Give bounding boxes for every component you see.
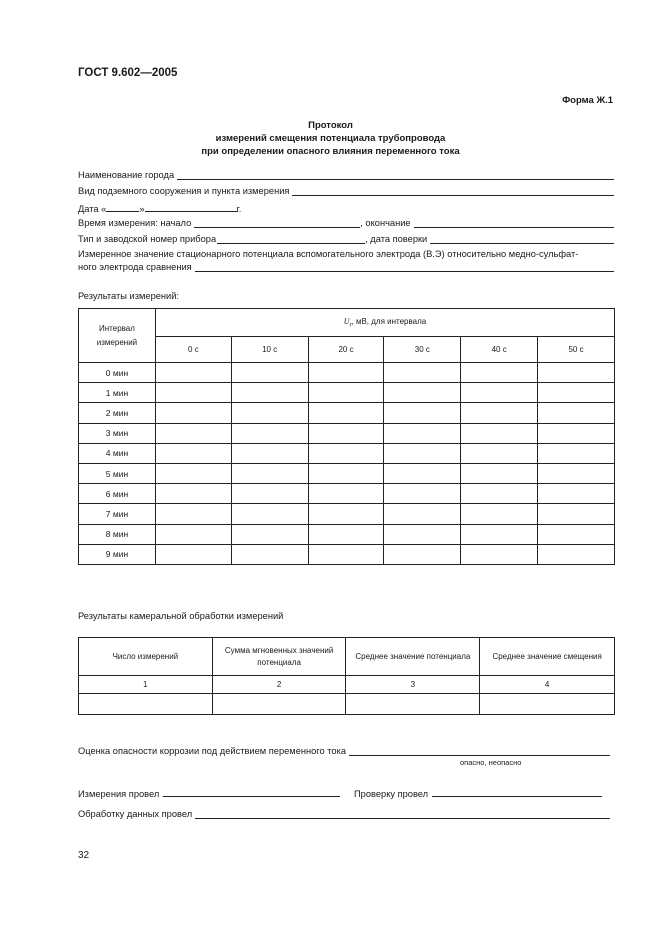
table-cell [231,363,308,383]
table-cell [480,694,615,715]
device-label: Тип и заводской номер прибора [78,234,217,244]
checked-field [354,787,602,799]
table-cell [79,694,213,715]
table-cell [384,524,461,544]
table-cell [461,504,538,524]
measured-label: Измерения провел [78,789,160,799]
table-row [79,363,615,383]
form-number: Форма Ж.1 [562,95,613,106]
standard-header: ГОСТ 9.602—2005 [78,67,178,79]
protocol-subtitle-2: при определении опасного влияния переменного тока [201,146,460,157]
table-cell [212,694,346,715]
checked-blank [432,787,602,797]
table-cell [384,363,461,383]
assessment-blank [349,746,610,756]
reference-line-1: Измеренное значение стационарного потенциала вспомогательного электрода (В.Э) относительно медно-сульфат- [78,249,579,259]
column-header: 20 с [308,337,384,363]
table-cell [538,544,615,564]
table-cell [231,544,308,564]
time-start-label: Время измерения: начало [78,218,192,228]
column-number: 2 [212,676,346,694]
processing-column-header: Сумма мгновенных значений потенциала [212,638,346,676]
verify-label: , дата поверки [365,234,428,244]
table-cell [384,484,461,504]
table-cell [538,403,615,423]
ur-symbol: U [343,316,350,326]
assessment-label: Оценка опасности коррозии под действием переменного тока [78,746,347,756]
table-cell [308,423,384,443]
table-cell [384,463,461,483]
time-end-blank [414,218,614,228]
table-cell [231,443,308,463]
table-cell [461,443,538,463]
table-cell [155,403,231,423]
table-cell [384,383,461,403]
table-cell [231,504,308,524]
processing-table [78,637,615,715]
table-cell [384,504,461,524]
row-label: 8 мин [79,524,156,544]
column-header: 0 с [155,337,231,363]
processing-column-header: Число измерений [79,638,213,676]
table-cell [346,694,480,715]
table-cell [308,524,384,544]
processed-field [78,809,610,819]
table-cell [461,463,538,483]
city-field [78,170,614,180]
table-cell [155,423,231,443]
table-row [79,383,615,403]
table-cell [155,463,231,483]
table-cell [155,383,231,403]
table-cell [384,544,461,564]
table-cell [308,463,384,483]
processing-label: Результаты камеральной обработки измерений [78,611,284,621]
table-cell [384,403,461,423]
row-label: 1 мин [79,383,156,403]
table-row [79,694,615,715]
measurement-table [78,308,615,565]
processing-column-header: Среднее значение смещения [480,638,615,676]
table-cell [538,383,615,403]
table-cell [231,463,308,483]
date-month-blank [145,202,237,212]
verify-blank [430,234,614,244]
table-cell [155,363,231,383]
table-cell [155,504,231,524]
table-cell [461,524,538,544]
table-cell [155,524,231,544]
date-suffix: г. [236,204,242,214]
measured-field [78,787,340,799]
structure-label: Вид подземного сооружения и пункта измерения [78,186,290,196]
table-cell [155,484,231,504]
time-end-label: , окончание [360,218,411,228]
table-row [79,403,615,423]
table-cell [308,383,384,403]
processing-column-header: Среднее значение потенциала [346,638,480,676]
table-row [79,544,615,564]
date-day-blank [106,202,139,212]
table-cell [384,443,461,463]
row-label: 5 мин [79,463,156,483]
table-row [79,484,615,504]
table-cell [538,524,615,544]
table-row [79,443,615,463]
table-cell [231,403,308,423]
table-cell [308,544,384,564]
table-cell [308,484,384,504]
table-cell [538,484,615,504]
table-cell [231,484,308,504]
table-cell [231,383,308,403]
table-cell [461,544,538,564]
interval-header: Интервал измерений [79,309,156,363]
assessment-options: опасно, неопасно [460,758,522,767]
table-row [79,463,615,483]
ur-header-text: , мВ, для интервала [351,316,427,326]
assessment-field [78,746,610,756]
measured-blank [163,787,340,797]
date-mid: » [139,204,145,214]
table-cell [538,423,615,443]
table-cell [231,423,308,443]
table-cell [461,403,538,423]
page-number: 32 [78,850,90,861]
processed-label: Обработку данных провел [78,809,193,819]
row-label: 3 мин [79,423,156,443]
date-field [78,202,241,214]
table-cell [155,544,231,564]
processed-blank [195,809,610,819]
table-cell [384,423,461,443]
column-header: 10 с [231,337,308,363]
row-label: 0 мин [79,363,156,383]
column-number: 1 [79,676,213,694]
structure-field [78,186,614,196]
device-blank [217,234,365,244]
row-label: 9 мин [79,544,156,564]
table-cell [461,484,538,504]
protocol-title: Протокол [308,120,353,131]
column-number: 4 [480,676,615,694]
column-number: 3 [346,676,480,694]
date-prefix: Дата « [78,204,107,214]
structure-blank [292,186,614,196]
column-header: 40 с [461,337,538,363]
row-label: 7 мин [79,504,156,524]
reference-blank [195,262,614,272]
reference-field [78,262,614,272]
results-label: Результаты измерений: [78,291,180,301]
table-cell [538,463,615,483]
time-field [78,218,614,228]
table-cell [461,363,538,383]
table-cell [538,363,615,383]
column-header: 30 с [384,337,461,363]
table-cell [538,443,615,463]
table-cell [538,504,615,524]
column-header: 50 с [538,337,615,363]
table-row [79,524,615,544]
row-label: 6 мин [79,484,156,504]
table-cell [155,443,231,463]
table-cell [308,504,384,524]
reference-label: ного электрода сравнения [78,262,192,272]
device-field [78,234,614,244]
time-start-blank [194,218,360,228]
protocol-subtitle-1: измерений смещения потенциала трубопровода [215,133,446,144]
ur-header [155,309,614,337]
ur-subscript: r [349,322,352,329]
table-cell [231,524,308,544]
city-label: Наименование города [78,170,175,180]
table-cell [461,383,538,403]
table-cell [461,423,538,443]
table-cell [308,363,384,383]
table-row [79,504,615,524]
city-blank [177,170,614,180]
table-row [79,423,615,443]
row-label: 2 мин [79,403,156,423]
row-label: 4 мин [79,443,156,463]
table-cell [308,403,384,423]
table-cell [308,443,384,463]
checked-label: Проверку провел [354,789,429,799]
